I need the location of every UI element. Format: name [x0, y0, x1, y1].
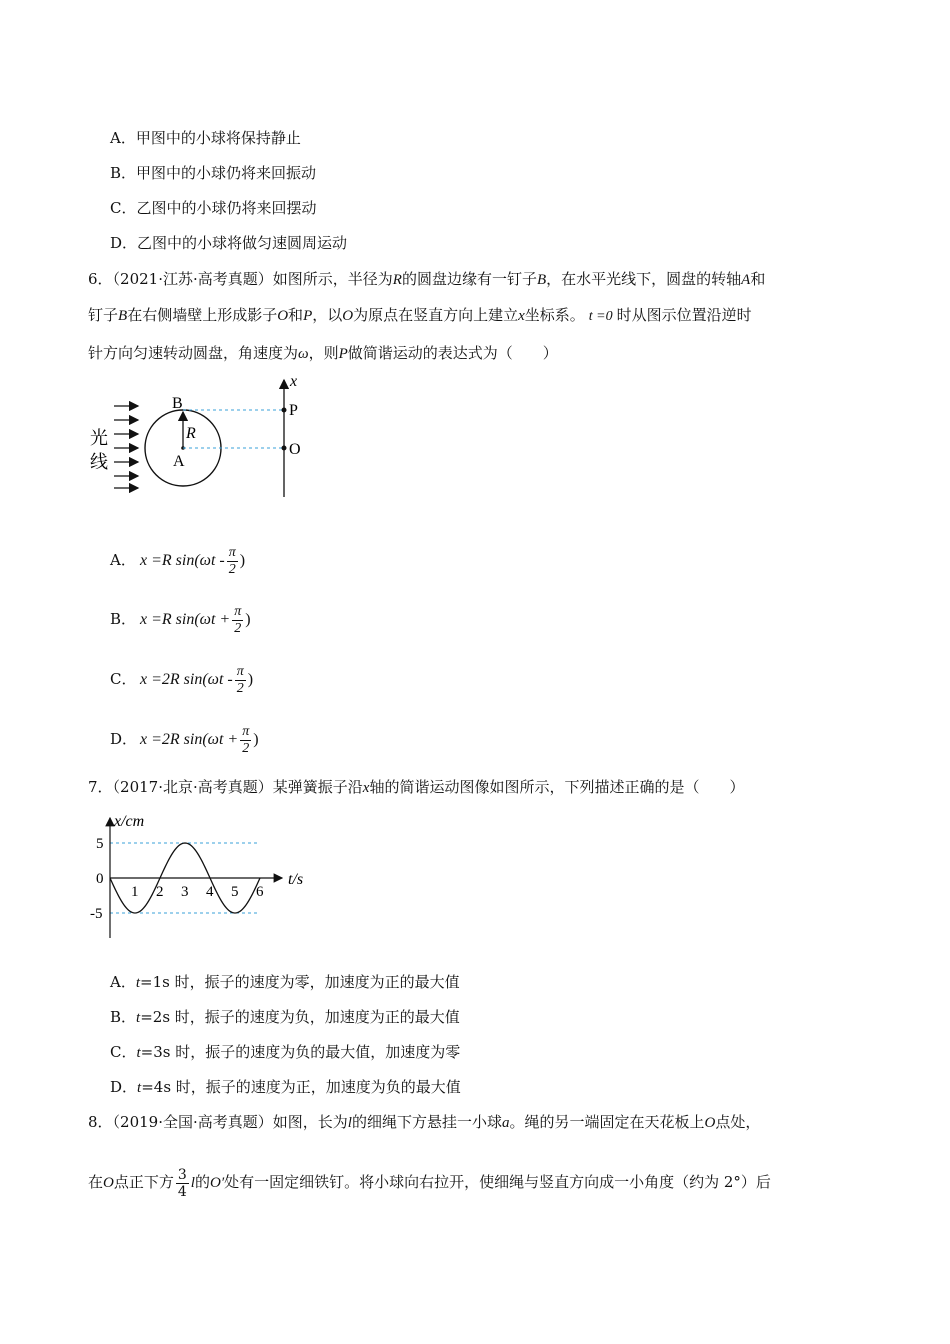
light-arrows — [114, 406, 138, 488]
var-l: l — [347, 1115, 352, 1131]
q7-option-c — [110, 1042, 460, 1063]
frac-den: 2 — [234, 620, 242, 636]
option-label: A． — [110, 551, 136, 569]
var-t: t — [137, 1080, 142, 1096]
option-formula-pre: x =2R sin(ωt - — [140, 671, 233, 688]
frac-num: 3 — [177, 1166, 187, 1183]
y-axis-label: x/cm — [114, 813, 145, 830]
x-axis-label: t/s — [288, 871, 304, 888]
t-equals-zero: t =0 — [588, 309, 613, 324]
text: 做简谐运动的表达式为（ ） — [347, 344, 558, 362]
var-O: O — [704, 1115, 716, 1131]
q8-line-2 — [88, 1160, 771, 1205]
x-tick-label: 4 — [206, 884, 214, 900]
option-text: =4s 时，振子的速度为正，加速度为负的最大值 — [141, 1078, 461, 1096]
option-formula-post: ) — [253, 731, 259, 748]
text: ，以 — [312, 306, 343, 324]
q6-option-b — [110, 599, 251, 640]
point-B-label: B — [172, 395, 183, 412]
text: 的圆盘边缘有一钉子 — [401, 270, 537, 288]
var-O: O — [342, 308, 354, 324]
q7-option-a — [110, 972, 460, 993]
text: 的细绳下方悬挂一小球 — [351, 1113, 502, 1131]
option-text: 甲图中的小球将保持静止 — [135, 129, 301, 147]
var-P: P — [303, 308, 313, 324]
option-formula-pre: x =R sin(ωt - — [140, 552, 225, 569]
option-fraction — [227, 545, 238, 578]
option-label: C． — [110, 670, 137, 688]
light-label-2: 线 — [90, 452, 108, 472]
x-tick-label: 1 — [131, 884, 139, 900]
text: 如图所示，半径为 — [272, 270, 393, 288]
q6-line-3 — [88, 343, 558, 364]
text: 。绳的另一端固定在天花板上 — [509, 1113, 705, 1131]
frac-num: π — [228, 544, 236, 560]
point-P-label: P — [289, 402, 298, 419]
var-t: t — [136, 1045, 141, 1061]
var-O: O — [103, 1175, 114, 1191]
option-formula-pre: x =R sin(ωt + — [140, 611, 231, 628]
var-O-prime: O′ — [209, 1175, 225, 1191]
y-tick-label: -5 — [90, 906, 103, 922]
question-source: （2017·北京·高考真题） — [112, 778, 273, 796]
text: 时从图示位置沿逆时 — [616, 306, 752, 324]
question-number: 6． — [88, 270, 113, 288]
option-fraction — [235, 664, 246, 697]
var-R: R — [392, 272, 402, 288]
option-text: 乙图中的小球将做匀速圆周运动 — [137, 234, 348, 252]
text: 在 — [88, 1173, 104, 1191]
radius-label: R — [186, 425, 196, 442]
option-text: 甲图中的小球仍将来回振动 — [136, 164, 317, 182]
option-label: D． — [110, 1078, 138, 1096]
q5-option-c — [110, 198, 317, 218]
option-text: =2s 时，振子的速度为负，加速度为正的最大值 — [140, 1008, 460, 1026]
x-tick-label: 6 — [256, 884, 264, 900]
frac-den: 2 — [236, 680, 244, 696]
var-a: a — [501, 1115, 510, 1131]
option-label: B． — [110, 164, 137, 182]
x-tick-label: 3 — [181, 884, 189, 900]
q5-option-a — [110, 128, 301, 148]
frac-den: 2 — [242, 740, 250, 756]
text: ，在水平光线下，圆盘的转轴 — [546, 270, 742, 288]
var-t: t — [136, 1010, 141, 1026]
q5-option-d — [110, 233, 347, 253]
q6-line-2 — [88, 305, 752, 327]
question-number: 8． — [88, 1113, 113, 1131]
q7-line-1 — [88, 777, 744, 798]
y-tick-label: 5 — [96, 836, 104, 852]
q6-line-1 — [88, 269, 765, 290]
option-formula-pre: x =2R sin(ωt + — [140, 731, 239, 748]
y-tick-labels — [90, 836, 104, 922]
option-label: B． — [110, 1008, 137, 1026]
q7-chart — [86, 808, 316, 940]
text: 处有一固定细铁钉。将小球向右拉开，使细绳与竖直方向成一小角度（约为 2°）后 — [224, 1173, 771, 1191]
frac-den: 2 — [228, 561, 236, 577]
option-text: =1s 时，振子的速度为零，加速度为正的最大值 — [140, 973, 460, 991]
x-tick-label: 2 — [156, 884, 164, 900]
text: 某弹簧振子沿 — [272, 778, 363, 796]
var-A: A — [741, 272, 751, 288]
var-B: B — [118, 308, 128, 324]
text: 坐标系。 — [524, 306, 585, 324]
x-tick-label: 5 — [231, 884, 239, 900]
var-t: t — [135, 975, 141, 991]
text: 和 — [750, 270, 766, 288]
var-P: P — [338, 346, 348, 362]
frac-den: 4 — [177, 1183, 187, 1200]
text: 针方向匀速转动圆盘，角速度为 — [88, 344, 299, 362]
var-x: x — [518, 308, 525, 324]
text: 点处， — [715, 1113, 761, 1131]
point-O — [282, 446, 287, 451]
point-O-label: O — [289, 441, 301, 458]
var-omega: ω — [298, 346, 309, 362]
frac-num: π — [242, 723, 250, 739]
option-formula-post: ) — [245, 611, 251, 628]
q7-option-b — [110, 1007, 460, 1028]
q6-option-c — [110, 659, 253, 700]
q5-option-b — [110, 163, 316, 183]
option-fraction — [240, 724, 251, 757]
text: 轴的简谐运动图像如图所示，下列描述正确的是（ ） — [369, 778, 745, 796]
text: 和 — [288, 306, 304, 324]
question-source: （2019·全国·高考真题） — [112, 1113, 273, 1131]
point-A-label: A — [173, 453, 185, 470]
question-source: （2021·江苏·高考真题） — [112, 270, 273, 288]
option-label: A． — [110, 129, 136, 147]
option-formula-post: ) — [239, 552, 246, 569]
text: 为原点在竖直方向上建立 — [353, 306, 519, 324]
text: ，则 — [308, 344, 339, 362]
frac-num: π — [234, 603, 242, 619]
point-P — [282, 408, 287, 413]
text: 的 — [194, 1173, 210, 1191]
text: 在右侧墙壁上形成影子 — [127, 306, 278, 324]
option-text: =3s 时，振子的速度为负的最大值，加速度为零 — [140, 1043, 461, 1061]
var-B: B — [536, 272, 547, 288]
question-number: 7． — [88, 778, 113, 796]
option-formula-post: ) — [247, 671, 254, 688]
option-label: C． — [110, 1043, 137, 1061]
option-label: B． — [110, 610, 137, 628]
option-label: A． — [110, 973, 136, 991]
q6-figure — [86, 372, 316, 500]
var-x: x — [362, 780, 370, 796]
q8-line-1 — [88, 1112, 760, 1133]
q6-option-a — [110, 540, 245, 581]
frac-num: π — [236, 663, 244, 679]
option-text: 乙图中的小球仍将来回摆动 — [136, 199, 317, 217]
var-l: l — [190, 1175, 195, 1191]
option-label: D． — [110, 730, 138, 748]
option-label: C． — [110, 199, 137, 217]
axis-x-label: x — [290, 373, 298, 390]
y-tick-label: 0 — [96, 871, 104, 887]
q6-option-d — [110, 719, 259, 760]
q7-option-d — [110, 1077, 461, 1098]
option-label: D． — [110, 234, 138, 252]
fraction-three-quarters — [176, 1167, 189, 1200]
text: 如图，长为 — [272, 1113, 348, 1131]
var-O: O — [277, 308, 289, 324]
option-fraction — [232, 604, 243, 637]
text: 钉子 — [88, 306, 119, 324]
light-label-1: 光 — [90, 428, 108, 448]
text: 点正下方 — [113, 1173, 174, 1191]
